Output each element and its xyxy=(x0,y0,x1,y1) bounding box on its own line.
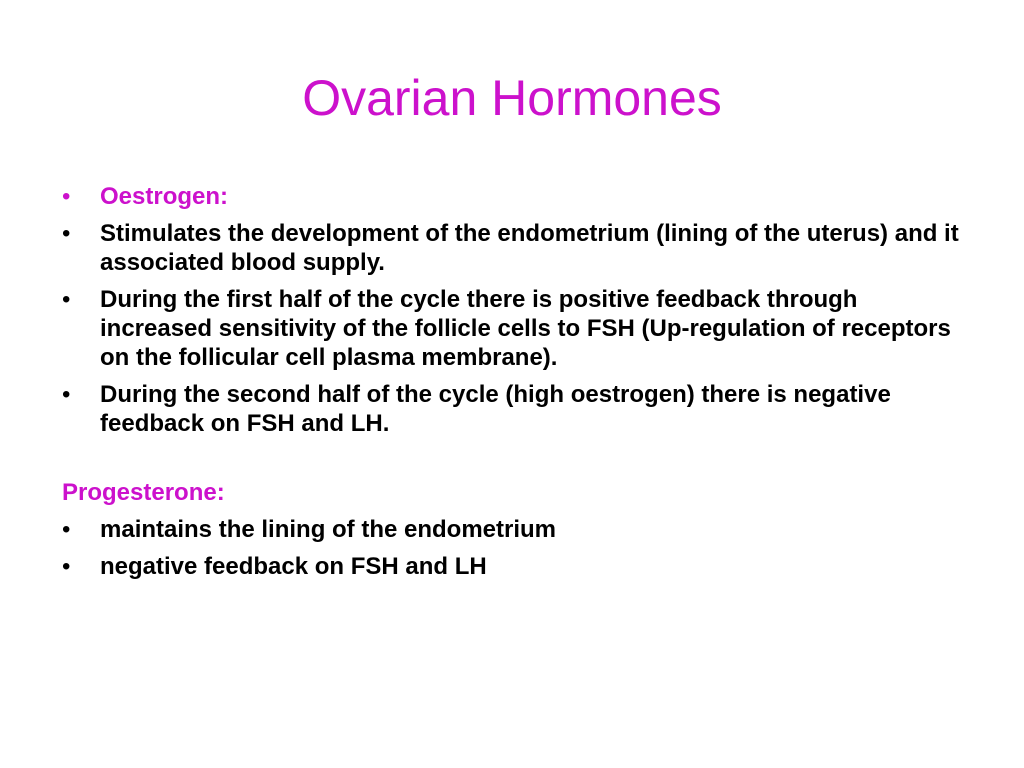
bullet-icon: • xyxy=(62,381,71,408)
list-item-text: During the second half of the cycle (high oestrogen) there is negative feedback on FSH and LH. xyxy=(100,381,891,437)
list-item-text: During the first half of the cycle there is positive feedback through increased sensitivity of the follicle cells to FSH (Up-regulation of receptors on the follicular cell plasma membrane). xyxy=(100,286,951,371)
list-item xyxy=(62,380,972,438)
list-item-text: negative feedback on FSH and LH xyxy=(100,553,487,580)
slide-body xyxy=(62,182,972,589)
oestrogen-heading-item xyxy=(62,182,972,211)
progesterone-heading: Progesterone: xyxy=(62,479,225,506)
bullet-icon: • xyxy=(62,553,71,580)
progesterone-list xyxy=(62,515,972,581)
oestrogen-heading: Oestrogen: xyxy=(100,183,229,210)
list-item xyxy=(62,515,972,544)
slide-title: Ovarian Hormones xyxy=(302,70,722,126)
bullet-icon: • xyxy=(62,516,71,543)
bullet-icon: • xyxy=(62,183,71,210)
oestrogen-list xyxy=(62,182,972,438)
list-item xyxy=(62,552,972,581)
list-item xyxy=(62,285,972,372)
bullet-icon: • xyxy=(62,220,71,247)
section-spacer xyxy=(62,446,972,478)
list-item-text: maintains the lining of the endometrium xyxy=(100,516,557,543)
list-item-text: Stimulates the development of the endometrium (lining of the uterus) and it associated blood supply. xyxy=(100,220,959,276)
list-item xyxy=(62,219,972,277)
bullet-icon: • xyxy=(62,286,71,313)
